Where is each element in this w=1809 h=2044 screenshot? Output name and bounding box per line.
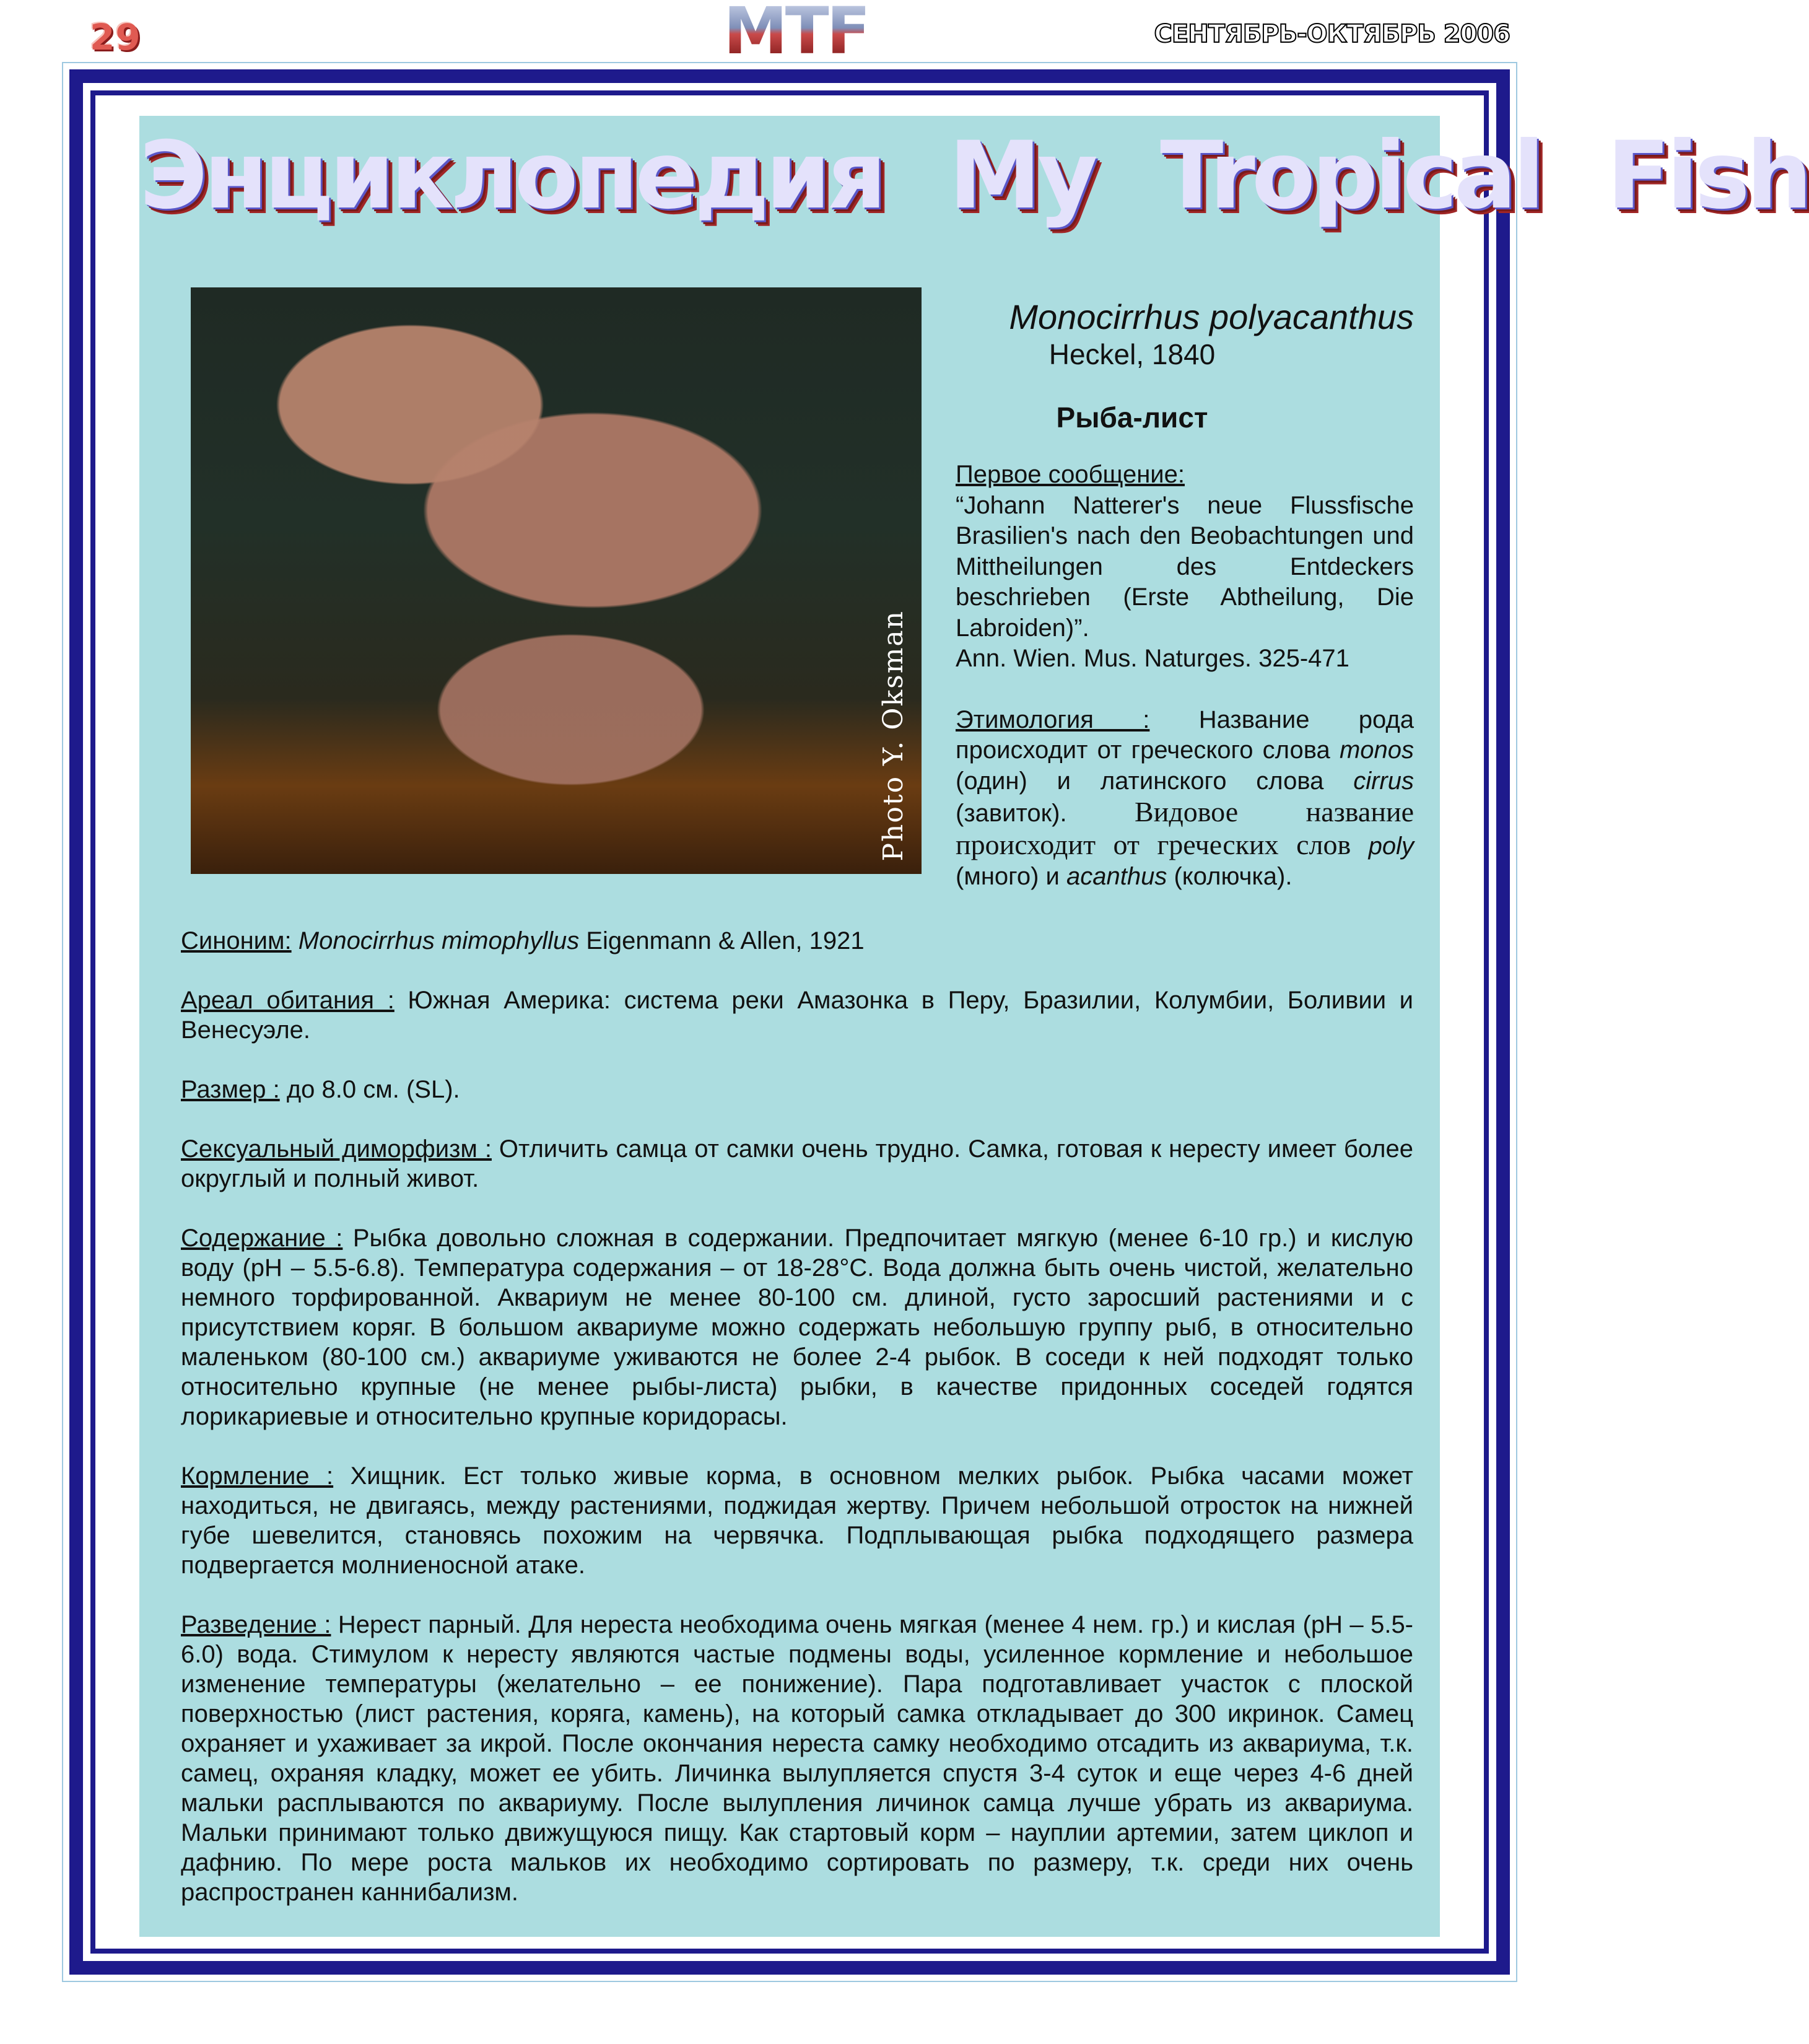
article-body xyxy=(181,926,1413,1937)
feeding-text: Хищник. Ест только живые корма, в основном мелких рыбок. Рыбка часами может находиться, не двигаясь, между растениями, поджидая жертву. Причем небольшой отросток на нижней губе шевелится, становясь похожим на червячка. Подплывающая рыбка подходящего размера подвергается молниеносной атаке. xyxy=(181,1462,1413,1579)
synonym-label: Синоним: xyxy=(181,927,292,954)
species-details xyxy=(956,460,1414,893)
article-panel xyxy=(139,116,1809,1937)
dimorphism-text: Отличить самца от самки очень трудно. Самка, готовая к нересту имеет более округлый и полный живот. xyxy=(181,1135,1413,1192)
etymology-label: Этимология : xyxy=(956,705,1150,733)
sexual-dimorphism xyxy=(181,1134,1413,1194)
species-common-name: Рыба-лист xyxy=(1056,401,1208,434)
etymology-text: (колючка). xyxy=(1167,863,1292,890)
etymology-text: (завиток). xyxy=(956,800,1067,827)
feeding xyxy=(181,1461,1413,1580)
first-report-label: Первое сообщение: xyxy=(956,461,1185,488)
etymology-text: Видовое название происходит от греческих слов xyxy=(956,796,1414,860)
breeding-text: Нерест парный. Для нереста необходима очень мягкая (менее 4 нем. гр.) и кислая (pH – 5.5-6.0) вода. Стимулом к нересту являются частые подмены воды, усиленное кормление и небольшое изменение температуры (желательно – ее понижение). Пара подготавливает участок с плоской поверхностью (лист растения, коряга, камень), на который самка откладывает до 300 икринок. Самец охраняет и ухаживает за икрой. После окончания нереста самку необходимо отсадить из аквариума, т.к. самец, охраняя кладку, может ее убить. Личинка вылупляется спустя 3-4 суток и еще через 4-6 дней мальки расплываются по аквариуму. После вылупления личинок самца лучше убрать из аквариума. Мальки принимают только движущуюся пищу. Как стартовый корм – науплии артемии, затем циклоп и дафнию. По мере роста мальков их необходимо сортировать по размеру, т.к. среди них очень распространен каннибализм. xyxy=(181,1611,1414,1906)
species-author: Heckel, 1840 xyxy=(1048,338,1216,370)
first-report xyxy=(956,460,1414,675)
issue-date: СЕНТЯБРЬ-ОКТЯБРЬ 2006 xyxy=(1154,20,1510,48)
feeding-label: Кормление : xyxy=(181,1462,334,1490)
size-text: до 8.0 см. (SL). xyxy=(279,1076,460,1103)
habitat-label: Ареал обитания : xyxy=(181,987,394,1014)
synonym-author: Eigenmann & Allen, 1921 xyxy=(579,927,865,954)
size xyxy=(181,1075,1413,1104)
habitat-text: Южная Америка: система реки Амазонка в Перу, Бразилии, Колумбии, Боливии и Венесуэле. xyxy=(181,987,1413,1044)
care xyxy=(181,1223,1413,1431)
etymology-word: cirrus xyxy=(1353,767,1414,795)
first-report-text: “Johann Natterer's neue Flussfische Brasilien's nach den Beobachtungen und Mittheilungen des Entdeckers beschrieben (Erste Abtheilung, Die Labroiden)”. xyxy=(956,491,1414,642)
photo-credit: Photo Y. Oksman xyxy=(878,610,909,862)
article-heading: Энциклопедия My Tropical Fish xyxy=(139,122,1809,230)
synonym-name: Monocirrhus mimophyllus xyxy=(298,927,580,954)
etymology-word: acanthus xyxy=(1066,863,1167,890)
magazine-logo: MTF xyxy=(721,0,870,62)
breeding xyxy=(181,1610,1413,1907)
care-label: Содержание : xyxy=(181,1225,343,1252)
breeding-label: Разведение : xyxy=(181,1611,331,1638)
etymology-word: monos xyxy=(1339,736,1414,764)
species-scientific-name: Monocirrhus polyacanthus xyxy=(1009,297,1414,336)
page-number: 29 xyxy=(90,16,141,58)
first-report-citation: Ann. Wien. Mus. Naturges. 325-471 xyxy=(956,645,1349,672)
habitat xyxy=(181,985,1413,1045)
dimorphism-label: Сексуальный диморфизм : xyxy=(181,1135,492,1163)
size-label: Размер : xyxy=(181,1076,280,1103)
etymology-text: (один) и латинского слова xyxy=(956,767,1354,795)
synonym xyxy=(181,926,1413,956)
etymology-word: poly xyxy=(1368,832,1414,860)
etymology xyxy=(956,705,1414,893)
care-text: Рыбка довольно сложная в содержании. Предпочитает мягкую (менее 6-10 гр.) и кислую воду (pH – 5.5-6.8). Температура содержания – от 18-28°C. Вода должна быть очень чистой, желательно немного торфированной. Аквариум не менее 80-100 см. длиной, густо заросший растениями и с присутствием коряг. В большом аквариуме можно содержать небольшую группу рыб, в относительно маленьком (80-100 см.) аквариуме уживаются не более 2-4 рыбок. В соседи к ней подходят только относительно крупные (не менее рыбы-листа) рыбки, в качестве придонных соседей годятся лорикариевые и относительно крупные коридорасы. xyxy=(181,1225,1414,1430)
etymology-text: (много) и xyxy=(956,863,1067,890)
fish-photo xyxy=(191,287,922,874)
etymology-text: Название рода происходит от греческого слова xyxy=(956,705,1414,764)
